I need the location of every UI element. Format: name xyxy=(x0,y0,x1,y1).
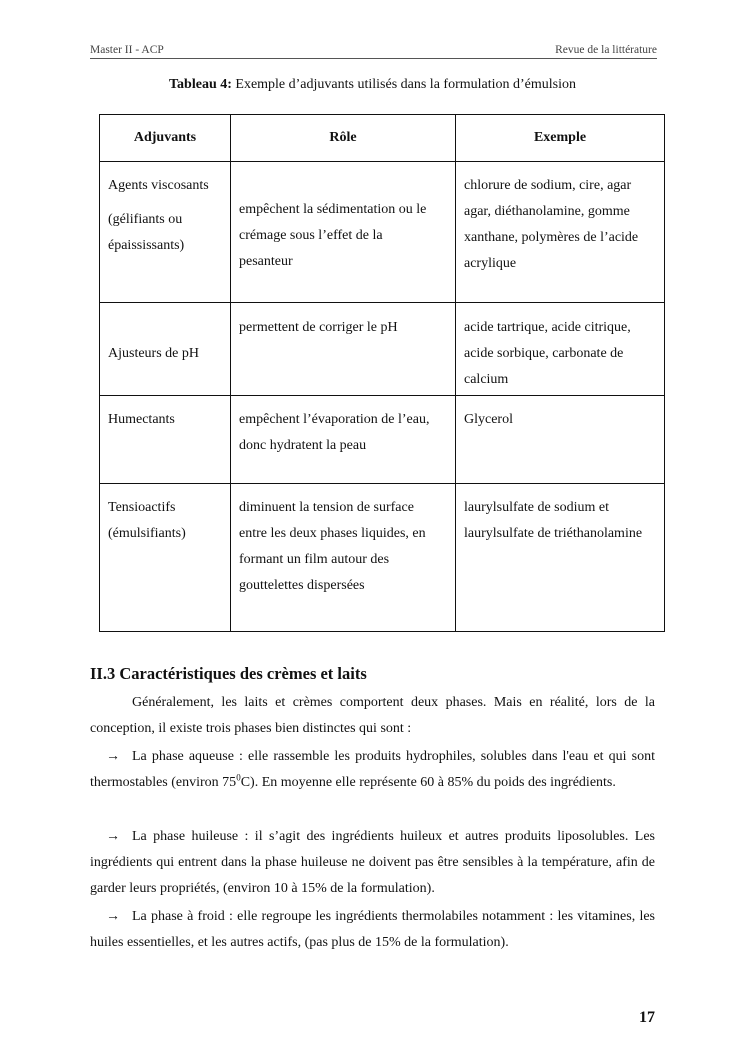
page-number: 17 xyxy=(639,1009,655,1026)
column-header: Rôle xyxy=(231,115,456,162)
header-right: Revue de la littérature xyxy=(555,44,657,56)
cell-line: formant un film autour des xyxy=(239,552,390,567)
table-cell-adjuvant xyxy=(100,303,231,396)
header-left: Master II - ACP xyxy=(90,44,164,56)
cell-line: Tensioactifs xyxy=(108,500,176,515)
cell-line: gouttelettes dispersées xyxy=(239,578,365,593)
caption-label: Tableau 4: xyxy=(169,77,232,92)
cell-line: entre les deux phases liquides, en xyxy=(239,526,426,541)
table-cell-role xyxy=(231,396,456,484)
table-cell-role xyxy=(231,303,456,396)
table-header-row xyxy=(100,115,665,162)
table-cell-exemple xyxy=(456,162,665,303)
cell-line: Humectants xyxy=(108,412,175,427)
table-cell-adjuvant xyxy=(100,162,231,303)
cell-line: (gélifiants ou xyxy=(108,212,183,227)
cell-line: acrylique xyxy=(464,256,517,271)
cell-line: chlorure de sodium, cire, agar xyxy=(464,178,632,193)
header-rule xyxy=(90,58,657,59)
paragraph-text: La phase aqueuse : elle rassemble les produits hydrophiles, solubles dans l'eau et qui sont thermostables (environ 75 xyxy=(90,749,655,790)
cell-line: crémage sous l’effet de la xyxy=(239,228,383,243)
section-heading: II.3 Caractéristiques des crèmes et laits xyxy=(90,664,367,683)
arrow-icon: → xyxy=(106,909,120,924)
cell-line: épaississants) xyxy=(108,238,185,253)
cell-line: acide tartrique, acide citrique, xyxy=(464,320,631,335)
paragraph-text: La phase huileuse : il s’agit des ingrédients huileux et autres produits liposolubles. Les ingrédients qui entrent dans la phase huileuse ne doivent pas être sensibles à la température, afin de garder leurs propriétés, (environ 10 à 15% de la formulation). xyxy=(90,829,655,896)
table-cell-role xyxy=(231,484,456,632)
paragraph-text: La phase à froid : elle regroupe les ingrédients thermolabiles notamment : les vitamines, les huiles essentielles, et les autres actifs, (pas plus de 15% de la formulation). xyxy=(90,909,655,950)
arrow-icon: → xyxy=(106,749,120,764)
bullet-paragraph xyxy=(90,744,655,796)
cell-line: donc hydratent la peau xyxy=(239,438,367,453)
cell-line: empêchent l’évaporation de l’eau, xyxy=(239,412,430,427)
cell-line: calcium xyxy=(464,372,509,387)
cell-line: empêchent la sédimentation ou le xyxy=(239,202,427,217)
table-cell-role xyxy=(231,162,456,303)
arrow-icon: → xyxy=(106,829,120,844)
table-row xyxy=(100,162,665,303)
cell-line: laurylsulfate de triéthanolamine xyxy=(464,526,643,541)
table-cell-adjuvant xyxy=(100,484,231,632)
cell-line: Agents viscosants xyxy=(108,178,209,193)
bullet-paragraph xyxy=(90,824,655,902)
page-header xyxy=(90,44,657,58)
superscript: 0 xyxy=(236,772,241,783)
cell-line: diminuent la tension de surface xyxy=(239,500,414,515)
cell-line: (émulsifiants) xyxy=(108,526,186,541)
adjuvants-table xyxy=(99,114,665,632)
cell-line: Glycerol xyxy=(464,412,513,427)
table-cell-adjuvant xyxy=(100,396,231,484)
table-row xyxy=(100,396,665,484)
table-cell-exemple xyxy=(456,303,665,396)
cell-line: xanthane, polymères de l’acide xyxy=(464,230,639,245)
column-header: Exemple xyxy=(456,115,665,162)
paragraph-text: C). En moyenne elle représente 60 à 85% du poids des ingrédients. xyxy=(240,775,616,790)
cell-line: agar, diéthanolamine, gomme xyxy=(464,204,630,219)
table-row xyxy=(100,484,665,632)
bullet-paragraph xyxy=(90,904,655,956)
intro-paragraph xyxy=(90,690,655,742)
caption-text: Exemple d’adjuvants utilisés dans la formulation d’émulsion xyxy=(231,77,576,92)
cell-line: permettent de corriger le pH xyxy=(239,320,398,335)
table-caption xyxy=(0,77,745,93)
cell-line: pesanteur xyxy=(239,254,293,269)
table-cell-exemple xyxy=(456,396,665,484)
cell-line: Ajusteurs de pH xyxy=(108,346,199,361)
cell-line: laurylsulfate de sodium et xyxy=(464,500,610,515)
table-row xyxy=(100,303,665,396)
paragraph-text: Généralement, les laits et crèmes comportent deux phases. Mais en réalité, lors de la conception, il existe trois phases bien distinctes qui sont : xyxy=(90,695,655,736)
table-cell-exemple xyxy=(456,484,665,632)
column-header: Adjuvants xyxy=(100,115,231,162)
cell-line: acide sorbique, carbonate de xyxy=(464,346,624,361)
